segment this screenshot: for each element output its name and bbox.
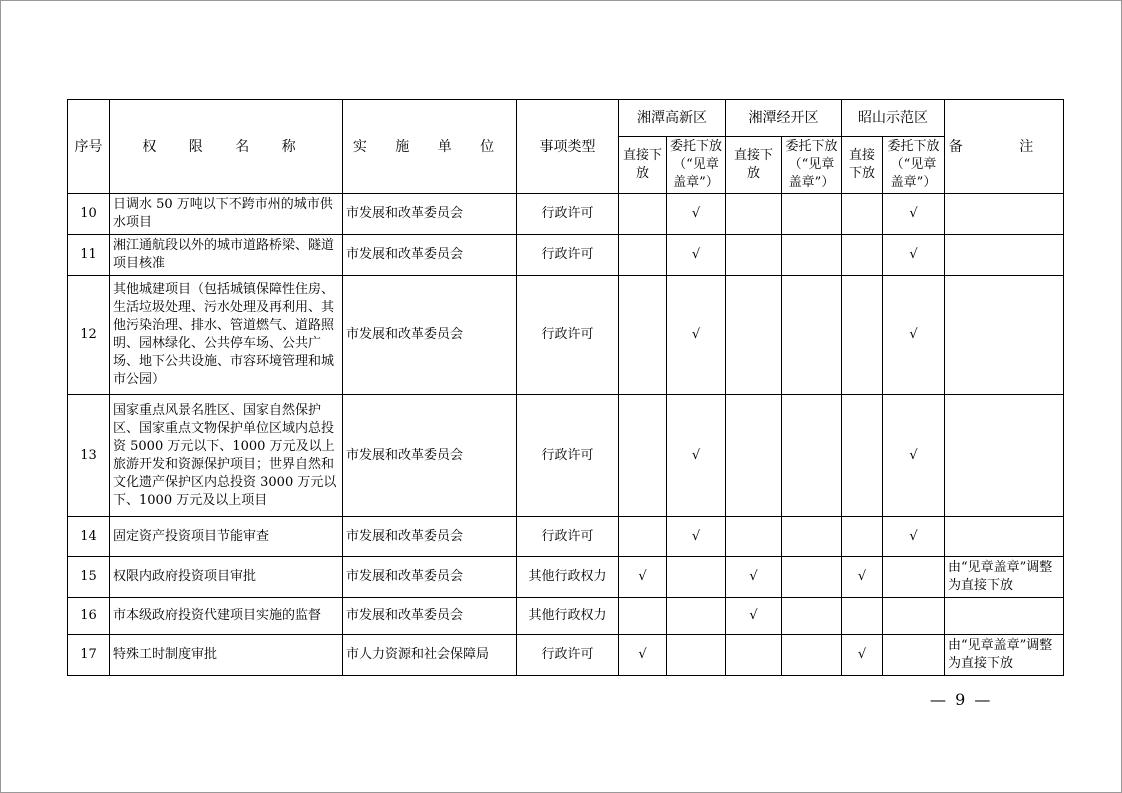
remark-cell: 由“见章盖章”调整为直接下放 (945, 635, 1064, 676)
row-number: 14 (68, 517, 110, 557)
check-cell (782, 235, 842, 276)
check-cell (782, 557, 842, 598)
check-cell: √ (883, 395, 945, 517)
table-row (68, 635, 1064, 676)
header-remark: 备 注 (945, 100, 1064, 194)
check-cell (883, 557, 945, 598)
check-cell: √ (619, 635, 667, 676)
check-cell (619, 235, 667, 276)
item-type: 行政许可 (517, 635, 619, 676)
authority-table (67, 99, 1064, 676)
check-cell (782, 517, 842, 557)
header-zone-zhaoshan: 昭山示范区 (842, 100, 945, 137)
authority-name: 固定资产投资项目节能审查 (110, 517, 343, 557)
table-row (68, 276, 1064, 395)
implementing-unit: 市人力资源和社会保障局 (343, 635, 517, 676)
check-cell: √ (883, 194, 945, 235)
authority-name: 国家重点风景名胜区、国家自然保护区、国家重点文物保护单位区域内总投资 5000 万元以下、1000 万元及以上旅游开发和资源保护项目；世界自然和文化遗产保护区内总投资 3000 万元以下、1000 万元及以上项目 (110, 395, 343, 517)
row-number: 11 (68, 235, 110, 276)
check-cell: √ (667, 235, 726, 276)
remark-cell (945, 276, 1064, 395)
check-cell (726, 194, 782, 235)
row-number: 16 (68, 598, 110, 635)
item-type: 行政许可 (517, 395, 619, 517)
check-cell: √ (842, 557, 883, 598)
check-cell (842, 395, 883, 517)
authority-name: 日调水 50 万吨以下不跨市州的城市供水项目 (110, 194, 343, 235)
item-type: 行政许可 (517, 235, 619, 276)
header-zone-jingkai: 湘潭经开区 (726, 100, 842, 137)
page-number: — 9 — (930, 690, 993, 709)
row-number: 10 (68, 194, 110, 235)
item-type: 其他行政权力 (517, 598, 619, 635)
header-unit: 实 施 单 位 (343, 100, 517, 194)
header-seq: 序号 (68, 100, 110, 194)
authority-name: 权限内政府投资项目审批 (110, 557, 343, 598)
table-row (68, 235, 1064, 276)
table-row (68, 517, 1064, 557)
check-cell: √ (883, 235, 945, 276)
header-entrust: 委托下放（“见章盖章”） (883, 137, 945, 194)
check-cell (619, 276, 667, 395)
table-row (68, 598, 1064, 635)
check-cell (782, 635, 842, 676)
check-cell (619, 517, 667, 557)
check-cell (842, 517, 883, 557)
header-entrust: 委托下放（“见章盖章”） (667, 137, 726, 194)
header-type: 事项类型 (517, 100, 619, 194)
authority-name: 市本级政府投资代建项目实施的监督 (110, 598, 343, 635)
row-number: 12 (68, 276, 110, 395)
check-cell (726, 517, 782, 557)
check-cell (726, 276, 782, 395)
check-cell (842, 598, 883, 635)
check-cell: √ (883, 276, 945, 395)
check-cell: √ (619, 557, 667, 598)
check-cell (619, 194, 667, 235)
check-cell (782, 276, 842, 395)
remark-cell: 由“见章盖章”调整为直接下放 (945, 557, 1064, 598)
check-cell (726, 635, 782, 676)
check-cell (842, 194, 883, 235)
check-cell: √ (667, 194, 726, 235)
check-cell (842, 235, 883, 276)
authority-name: 其他城建项目（包括城镇保障性住房、生活垃圾处理、污水处理及再利用、其他污染治理、排水、管道燃气、道路照明、园林绿化、公共停车场、公共广场、地下公共设施、市容环境管理和城市公园） (110, 276, 343, 395)
check-cell (782, 395, 842, 517)
header-entrust: 委托下放（“见章盖章”） (782, 137, 842, 194)
table-row (68, 395, 1064, 517)
header-direct: 直接下放 (619, 137, 667, 194)
check-cell (619, 598, 667, 635)
implementing-unit: 市发展和改革委员会 (343, 557, 517, 598)
item-type: 行政许可 (517, 517, 619, 557)
authority-name: 特殊工时制度审批 (110, 635, 343, 676)
remark-cell (945, 395, 1064, 517)
table-row (68, 194, 1064, 235)
remark-cell (945, 517, 1064, 557)
header-zone-gaoxin: 湘潭高新区 (619, 100, 726, 137)
check-cell (667, 598, 726, 635)
check-cell: √ (726, 557, 782, 598)
check-cell (726, 235, 782, 276)
check-cell: √ (667, 276, 726, 395)
check-cell (782, 598, 842, 635)
row-number: 17 (68, 635, 110, 676)
check-cell (842, 276, 883, 395)
check-cell (667, 635, 726, 676)
check-cell: √ (726, 598, 782, 635)
implementing-unit: 市发展和改革委员会 (343, 598, 517, 635)
implementing-unit: 市发展和改革委员会 (343, 194, 517, 235)
check-cell (667, 557, 726, 598)
check-cell: √ (883, 517, 945, 557)
row-number: 15 (68, 557, 110, 598)
remark-cell (945, 598, 1064, 635)
check-cell: √ (842, 635, 883, 676)
header-direct: 直接下放 (726, 137, 782, 194)
check-cell (883, 598, 945, 635)
implementing-unit: 市发展和改革委员会 (343, 276, 517, 395)
check-cell (782, 194, 842, 235)
authority-name: 湘江通航段以外的城市道路桥梁、隧道项目核准 (110, 235, 343, 276)
item-type: 其他行政权力 (517, 557, 619, 598)
check-cell (619, 395, 667, 517)
check-cell: √ (667, 517, 726, 557)
check-cell: √ (667, 395, 726, 517)
implementing-unit: 市发展和改革委员会 (343, 395, 517, 517)
check-cell (883, 635, 945, 676)
item-type: 行政许可 (517, 276, 619, 395)
header-direct: 直接下放 (842, 137, 883, 194)
implementing-unit: 市发展和改革委员会 (343, 517, 517, 557)
row-number: 13 (68, 395, 110, 517)
table-row (68, 557, 1064, 598)
item-type: 行政许可 (517, 194, 619, 235)
implementing-unit: 市发展和改革委员会 (343, 235, 517, 276)
remark-cell (945, 235, 1064, 276)
remark-cell (945, 194, 1064, 235)
header-name: 权 限 名 称 (110, 100, 343, 194)
check-cell (726, 395, 782, 517)
